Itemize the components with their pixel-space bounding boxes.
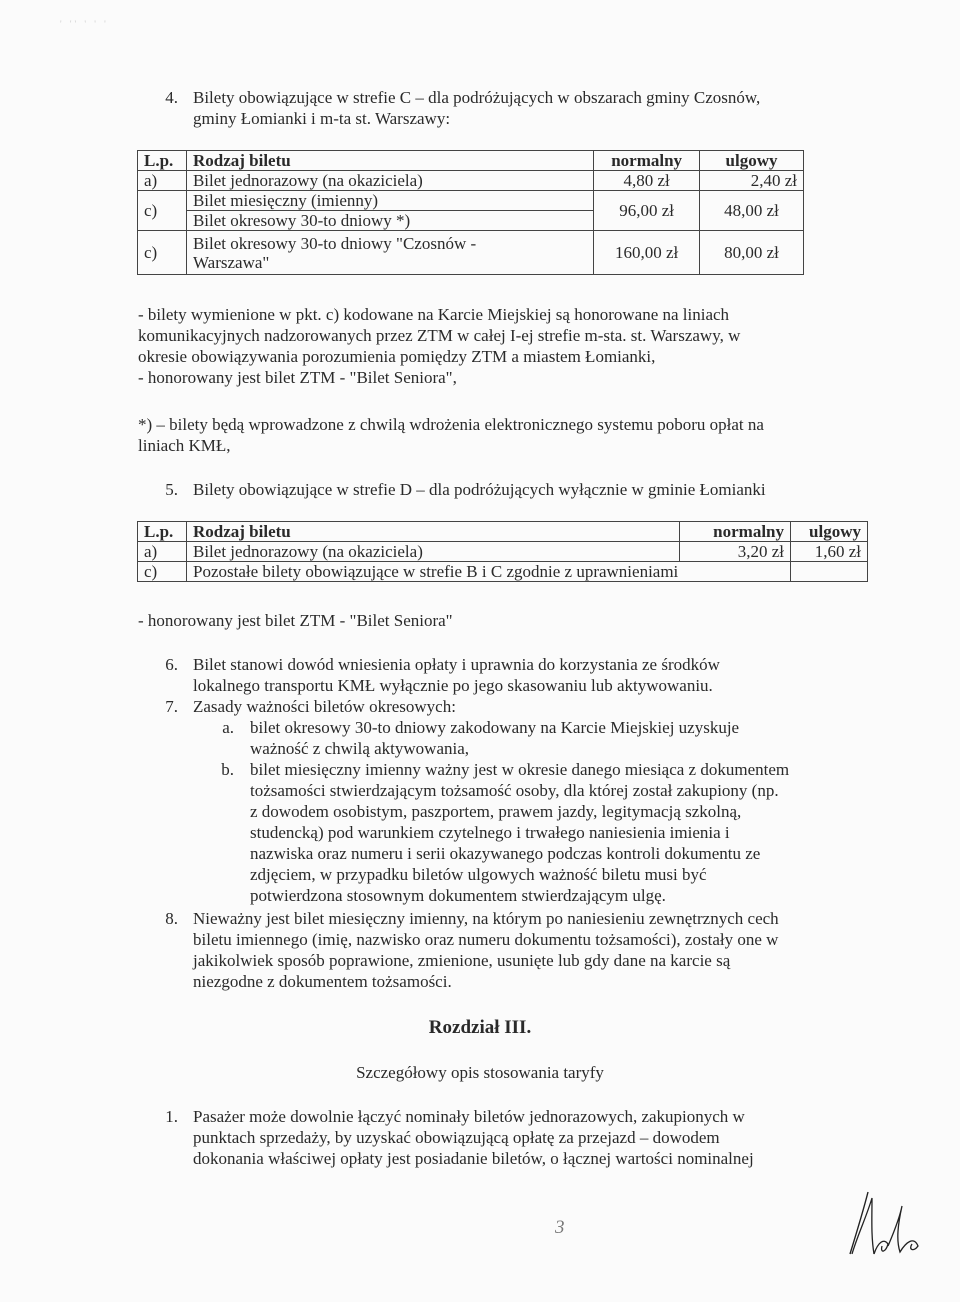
section4-heading [193,87,760,129]
row-ticket-type [186,191,593,231]
chapter-item1-number: 1. [165,1107,178,1126]
chapter-title: Rozdział III. [428,1017,532,1038]
header-normal: normalny [594,151,700,171]
row-normal-price: 160,00 zł [594,231,700,275]
chapter-subtitle: Szczegółowy opis stosowania taryfy [356,1063,604,1082]
header-reduced: ulgowy [791,522,868,542]
item1-line: Pasażer może dowolnie łączyć nominały biletów jednorazowych, zakupionych w [193,1107,745,1126]
item7b-line: potwierdzona stosownym dokumentem stwierdzającym ulgę. [250,886,666,905]
item8-text [193,908,779,992]
row-lp: c) [138,562,187,582]
zone-c-ticket-table [137,150,804,275]
item7b-line: studencką) pod warunkiem czytelnego i trwałego naniesienia imienia i [250,823,730,842]
row-ticket-type: Bilet jednorazowy (na okaziciela) [186,171,593,191]
row-lp: a) [138,171,187,191]
row-normal-price: 96,00 zł [594,191,700,231]
header-normal: normalny [680,522,791,542]
item8-line: biletu imiennego (imię, nazwisko oraz numeru dokumentu tożsamości), zostały one w [193,930,779,949]
note-line: - bilety wymienione w pkt. c) kodowane na Karcie Miejskiej są honorowane na liniach [138,305,730,324]
row-reduced-price: 48,00 zł [700,191,804,231]
section4-line1: Bilety obowiązujące w strefie C – dla podróżujących w obszarach gminy Czosnów, [193,88,761,107]
ticket-type-line: Bilet okresowy 30-to dniowy *) [192,211,411,230]
table-header-row [138,151,804,171]
scan-marks: ' '' ' ' ' [60,19,109,29]
item1-line: punktach sprzedaży, by uzyskać obowiązującą opłatę za przejazd – dowodem [193,1128,720,1147]
row-empty-cell [791,562,868,582]
item6-text [193,654,720,696]
note-line: komunikacyjnych nadzorowanych przez ZTM w całej I-ej strefie m-sta. st. Warszawy, w [138,326,741,345]
item7b-line: nazwiska oraz numeru i serii okazywanego podczas kontroli dokumentu ze [250,844,761,863]
item7a-line: ważność z chwilą aktywowania, [250,739,470,758]
zone-c-notes [138,304,740,388]
row-reduced-price: 80,00 zł [700,231,804,275]
item6-number: 6. [165,655,178,674]
item1-line: dokonania właściwej opłaty jest posiadanie biletów, o łącznej wartości nominalnej [193,1149,754,1168]
item7b-line: tożsamości stwierdzającym tożsamość osoby, dla której został zakupiony (np. [250,781,779,800]
item7a-line: bilet okresowy 30-to dniowy zakodowany na Karcie Miejskiej uzyskuje [250,718,740,737]
row-reduced-price: 2,40 zł [700,171,804,191]
table-row [138,562,868,582]
row-reduced-price: 1,60 zł [791,542,868,562]
section5-number: 5. [165,480,178,499]
item7a-label: a. [222,718,234,737]
item8-line: jakikolwiek sposób poprawione, zmienione, usunięte lub gdy dane na karcie są [193,951,731,970]
section4-number: 4. [165,88,178,107]
footnote [138,414,764,456]
section5-heading: Bilety obowiązujące w strefie D – dla podróżujących wyłącznie w gminie Łomianki [193,480,766,499]
page-number: 3 [555,1217,565,1238]
item7b-line: zdjęciem, w przypadku biletów ulgowych ważność biletu musi być [250,865,707,884]
zone-d-ticket-table [137,521,868,582]
note-line: okresie obowiązywania porozumienia pomiędzy ZTM a miastem Łomianki, [138,347,656,366]
chapter-item1-text [193,1106,754,1169]
row-lp: c) [138,231,187,275]
item8-line: niezgodne z dokumentem tożsamości. [193,972,452,991]
header-ticket-type: Rodzaj biletu [186,151,593,171]
note-line: - honorowany jest bilet ZTM - "Bilet Seniora", [138,368,457,387]
header-reduced: ulgowy [700,151,804,171]
table-row [138,542,868,562]
item8-number: 8. [165,909,178,928]
header-ticket-type: Rodzaj biletu [186,522,679,542]
zone-d-note: - honorowany jest bilet ZTM - "Bilet Seniora" [138,611,453,630]
header-lp: L.p. [138,151,187,171]
row-ticket-type [186,231,593,275]
item6-line: Bilet stanowi dowód wniesienia opłaty i uprawnia do korzystania ze środków [193,655,720,674]
item7b-label: b. [221,760,234,779]
row-lp: a) [138,542,187,562]
row-ticket-type: Bilet jednorazowy (na okaziciela) [186,542,679,562]
footnote-line: liniach KMŁ, [138,436,231,455]
item7-heading: Zasady ważności biletów okresowych: [193,697,456,716]
item7b-line: z dowodem osobistym, paszportem, prawem jazdy, legitymacją szkolną, [250,802,742,821]
item7b-text [250,759,789,906]
table-row [138,171,804,191]
table-row [138,231,804,275]
ticket-type-line: Bilet okresowy 30-to dniowy "Czosnów - [192,233,477,253]
ticket-type-line: Warszawa" [192,252,270,272]
handwritten-signature [838,1188,928,1268]
ticket-type-line: Bilet miesięczny (imienny) [187,191,593,211]
row-ticket-type: Pozostałe bilety obowiązujące w strefie B i C zgodnie z uprawnieniami [186,562,790,582]
row-normal-price: 3,20 zł [680,542,791,562]
item6-line: lokalnego transportu KMŁ wyłącznie po jego skasowaniu lub aktywowaniu. [193,676,713,695]
item8-line: Nieważny jest bilet miesięczny imienny, na którym po naniesieniu zewnętrznych cech [193,909,779,928]
header-lp: L.p. [138,522,187,542]
item7-number: 7. [165,697,178,716]
table-row [138,191,804,231]
footnote-line: *) – bilety będą wprowadzone z chwilą wdrożenia elektronicznego systemu poboru opłat na [138,415,764,434]
item7b-line: bilet miesięczny imienny ważny jest w okresie danego miesiąca z dokumentem [250,760,790,779]
item7a-text [250,717,739,759]
table-header-row [138,522,868,542]
row-normal-price: 4,80 zł [594,171,700,191]
section4-line2: gminy Łomianki i m-ta st. Warszawy: [193,109,451,128]
row-lp: c) [138,191,187,231]
